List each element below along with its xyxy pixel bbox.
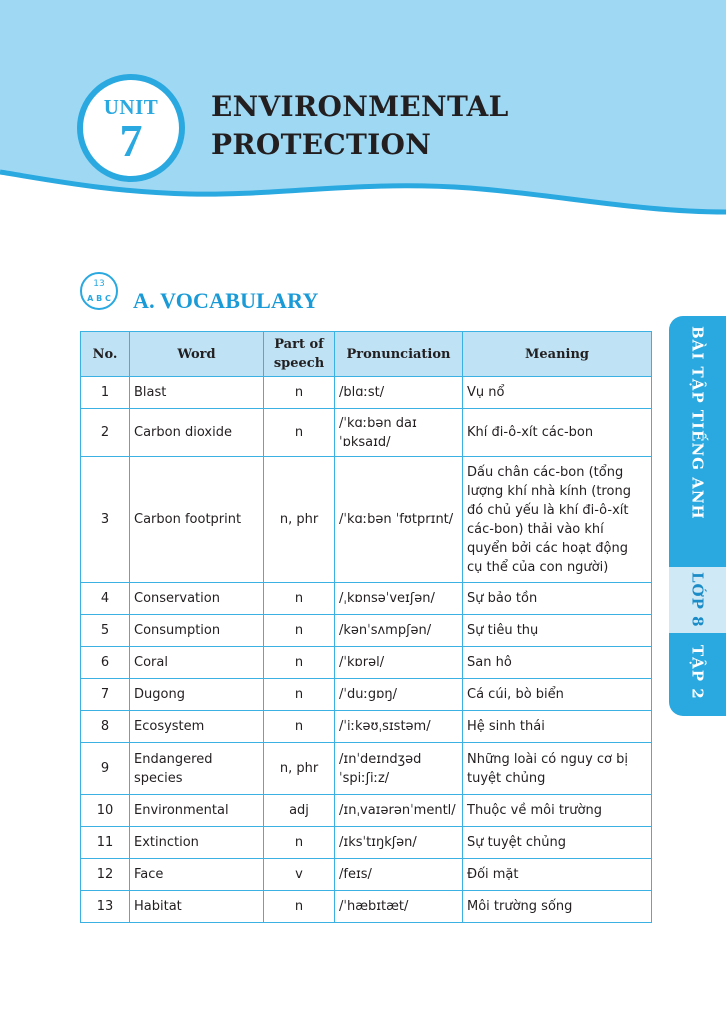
cell-part-of-speech: n: [264, 827, 335, 859]
cell-part-of-speech: n: [264, 377, 335, 409]
cell-word: Carbon dioxide: [130, 409, 264, 457]
audio-track-icon: [79, 271, 119, 311]
cell-part-of-speech: n: [264, 711, 335, 743]
cell-meaning: Cá cúi, bò biển: [463, 679, 652, 711]
table-row: [81, 711, 652, 743]
cell-pronunciation: /ɪnˌvaɪərənˈmentl/: [335, 795, 463, 827]
side-tab-volume: TẬP 2: [688, 644, 707, 700]
unit-header-banner: [0, 0, 726, 220]
cell-no: 12: [81, 859, 130, 891]
cell-part-of-speech: n: [264, 583, 335, 615]
audio-track-number: 13: [93, 279, 105, 289]
cell-part-of-speech: n, phr: [264, 743, 335, 795]
cell-no: 3: [81, 457, 130, 583]
cell-pronunciation: /blɑːst/: [335, 377, 463, 409]
cell-meaning: San hô: [463, 647, 652, 679]
table-row: [81, 827, 652, 859]
cell-pronunciation: /ˈkɑːbən daɪˈɒksaɪd/: [335, 409, 463, 457]
table-row: [81, 795, 652, 827]
side-tab-book-title: BÀI TẬP TIẾNG ANH: [688, 326, 707, 520]
cell-part-of-speech: n: [264, 647, 335, 679]
col-header-word: Word: [130, 332, 264, 377]
unit-label: UNIT: [103, 95, 159, 119]
cell-pronunciation: /ɪksˈtɪŋkʃən/: [335, 827, 463, 859]
cell-word: Extinction: [130, 827, 264, 859]
cell-part-of-speech: n: [264, 679, 335, 711]
cell-word: Face: [130, 859, 264, 891]
table-row: [81, 583, 652, 615]
cell-no: 8: [81, 711, 130, 743]
unit-badge: [77, 74, 185, 182]
cell-word: Blast: [130, 377, 264, 409]
cell-word: Consumption: [130, 615, 264, 647]
cell-pronunciation: /kənˈsʌmpʃən/: [335, 615, 463, 647]
cell-no: 5: [81, 615, 130, 647]
cell-word: Dugong: [130, 679, 264, 711]
cell-meaning: Thuộc về môi trường: [463, 795, 652, 827]
cell-meaning: Khí đi-ô-xít các-bon: [463, 409, 652, 457]
table-row: [81, 615, 652, 647]
table-row: [81, 647, 652, 679]
cell-part-of-speech: v: [264, 859, 335, 891]
cell-meaning: Sự bảo tồn: [463, 583, 652, 615]
cell-word: Habitat: [130, 891, 264, 923]
cell-meaning: Sự tiêu thụ: [463, 615, 652, 647]
table-row: [81, 743, 652, 795]
cell-part-of-speech: n: [264, 891, 335, 923]
cell-part-of-speech: n: [264, 409, 335, 457]
cell-pronunciation: /ˈkɑːbən ˈfʊtprɪnt/: [335, 457, 463, 583]
cell-word: Endangered species: [130, 743, 264, 795]
cell-word: Ecosystem: [130, 711, 264, 743]
cell-no: 4: [81, 583, 130, 615]
table-row: [81, 859, 652, 891]
cell-part-of-speech: adj: [264, 795, 335, 827]
cell-no: 10: [81, 795, 130, 827]
side-tab-grade: LỚP 8: [669, 567, 726, 633]
cell-no: 13: [81, 891, 130, 923]
cell-word: Coral: [130, 647, 264, 679]
cell-meaning: Sự tuyệt chủng: [463, 827, 652, 859]
cell-pronunciation: /feɪs/: [335, 859, 463, 891]
vocabulary-table: [80, 331, 652, 923]
cell-pronunciation: /ˈkɒrəl/: [335, 647, 463, 679]
cell-part-of-speech: n, phr: [264, 457, 335, 583]
cell-pronunciation: /ˈiːkəʊˌsɪstəm/: [335, 711, 463, 743]
audio-track-letters: A B C: [87, 294, 111, 303]
unit-title: [211, 88, 509, 164]
cell-meaning: Những loài có nguy cơ bị tuyệt chủng: [463, 743, 652, 795]
table-header-row: [81, 332, 652, 377]
unit-number: 7: [119, 115, 143, 166]
cell-no: 2: [81, 409, 130, 457]
cell-no: 7: [81, 679, 130, 711]
cell-meaning: Hệ sinh thái: [463, 711, 652, 743]
col-header-meaning: Meaning: [463, 332, 652, 377]
unit-title-line2: PROTECTION: [211, 128, 432, 161]
section-title: A. VOCABULARY: [133, 288, 319, 313]
col-header-no: No.: [81, 332, 130, 377]
col-header-part-of-speech: Part of speech: [264, 332, 335, 377]
cell-word: Carbon footprint: [130, 457, 264, 583]
cell-part-of-speech: n: [264, 615, 335, 647]
col-header-pronunciation: Pronunciation: [335, 332, 463, 377]
cell-pronunciation: /ˌkɒnsəˈveɪʃən/: [335, 583, 463, 615]
cell-word: Environmental: [130, 795, 264, 827]
unit-title-line1: ENVIRONMENTAL: [211, 90, 509, 123]
cell-meaning: Môi trường sống: [463, 891, 652, 923]
table-row: [81, 457, 652, 583]
cell-meaning: Vụ nổ: [463, 377, 652, 409]
table-body: [81, 377, 652, 923]
cell-pronunciation: /ɪnˈdeɪndʒəd ˈspiːʃiːz/: [335, 743, 463, 795]
cell-no: 1: [81, 377, 130, 409]
table-row: [81, 679, 652, 711]
table-row: [81, 409, 652, 457]
cell-pronunciation: /ˈhæbɪtæt/: [335, 891, 463, 923]
cell-no: 6: [81, 647, 130, 679]
table-row: [81, 377, 652, 409]
cell-meaning: Đối mặt: [463, 859, 652, 891]
cell-word: Conservation: [130, 583, 264, 615]
cell-pronunciation: /ˈduːgɒŋ/: [335, 679, 463, 711]
book-side-tab: [669, 316, 726, 716]
cell-no: 11: [81, 827, 130, 859]
cell-meaning: Dấu chân các-bon (tổng lượng khí nhà kính (trong đó chủ yếu là khí đi-ô-xít các-bon) thải vào khí quyển bởi các hoạt động cụ thể của con người): [463, 457, 652, 583]
cell-no: 9: [81, 743, 130, 795]
table-row: [81, 891, 652, 923]
